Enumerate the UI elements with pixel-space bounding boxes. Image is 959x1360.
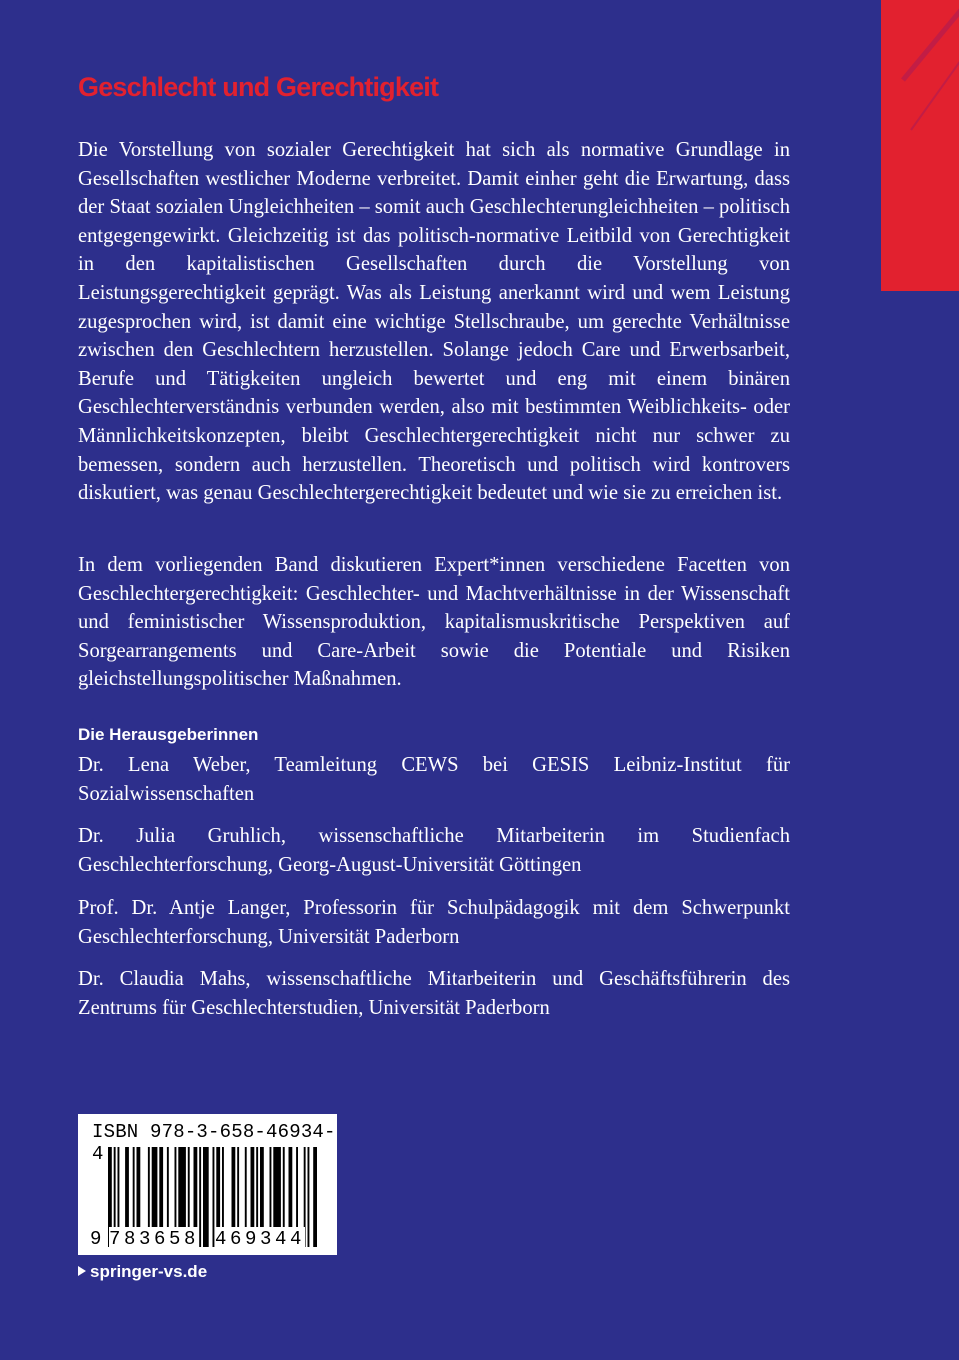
barcode-bar [199,1147,201,1247]
blurb-paragraph: In dem vorliegenden Band diskutieren Expert*innen verschiedene Facetten von Geschlechtergerechtigkeit: Geschlechter- und Machtverhältnisse in der Wissenschaft und feministischer Wissensproduktion, kapitalismuskritische Perspektiven auf Sorgearrangements und Care-Arbeit sowie die Potentiale und Risiken gleichstellungspolitischer Maßnahmen. [78,554,790,691]
editors-heading: Die Herausgeberinnen [78,725,259,744]
barcode-bar [308,1147,310,1247]
accent-band [881,0,959,291]
diagonal-stripe-graphic [881,0,959,291]
isbn-label: ISBN 978-3-658-46934-4 [92,1121,336,1165]
barcode-bar [203,1147,209,1247]
arrow-right-icon [78,1266,86,1276]
blurb-paragraph: Die Vorstellung von sozialer Gerechtigkeit hat sich als normative Grundlage in Gesellschaften westlicher Moderne verbreitet. Damit einher geht die Erwartung, dass der Staat sozialen Ungleichheiten – somit auch Geschlechterungleichheiten – politisch entgegengewirkt. Gleichzeitig ist das politisch-normative Leitbild von Gerechtigkeit in den kapitalistischen Gesellschaften durch die Vorstellung von Leistungsgerechtigkeit geprägt. Was als Leistung anerkannt wird und wem Leistung zugesprochen wird, ist damit eine wichtige Stellschraube, um gerechte Verhältnisse zwischen den Geschlechtern herzustellen. Solange jedoch Care und Erwerbsarbeit, Berufe und Tätigkeiten ungleich bewertet und eng mit einem binären Geschlechterverständnis verbunden werden, also mit bestimmten Weiblichkeits- oder Männlichkeitskonzepten, bleibt Geschlechtergerechtigkeit nicht nur schwer zu bemessen, sondern auch herzustellen. Theoretisch und politisch wird kontrovers diskutiert, was genau Geschlechtergerechtigkeit bedeutet und wie sie zu erreichen ist. [78,139,790,505]
editor-bio: Prof. Dr. Antje Langer, Professorin für Schulpädagogik mit dem Schwerpunkt Geschlechterforschung, Universität Paderborn [78,897,790,948]
isbn-barcode [78,1114,337,1255]
publisher-link[interactable] [78,1262,207,1282]
editor-bio: Dr. Lena Weber, Teamleitung CEWS bei GESIS Leibniz-Institut für Sozialwissenschaften [78,754,790,805]
barcode-digits-right: 469344 [215,1228,306,1250]
editor-bio: Dr. Claudia Mahs, wissenschaftliche Mitarbeiterin und Geschäftsführerin des Zentrums für Geschlechterstudien, Universität Paderborn [78,968,790,1019]
barcode-digits-left: 783658 [109,1228,200,1250]
barcode-digit-first: 9 [90,1228,102,1250]
book-title: Geschlecht und Gerechtigkeit [78,72,439,102]
barcode-bar [313,1147,317,1247]
editor-bio: Dr. Julia Gruhlich, wissenschaftliche Mitarbeiterin im Studienfach Geschlechterforschung, Georg-August-Universität Göttingen [78,825,790,876]
publisher-url: springer-vs.de [90,1262,208,1281]
